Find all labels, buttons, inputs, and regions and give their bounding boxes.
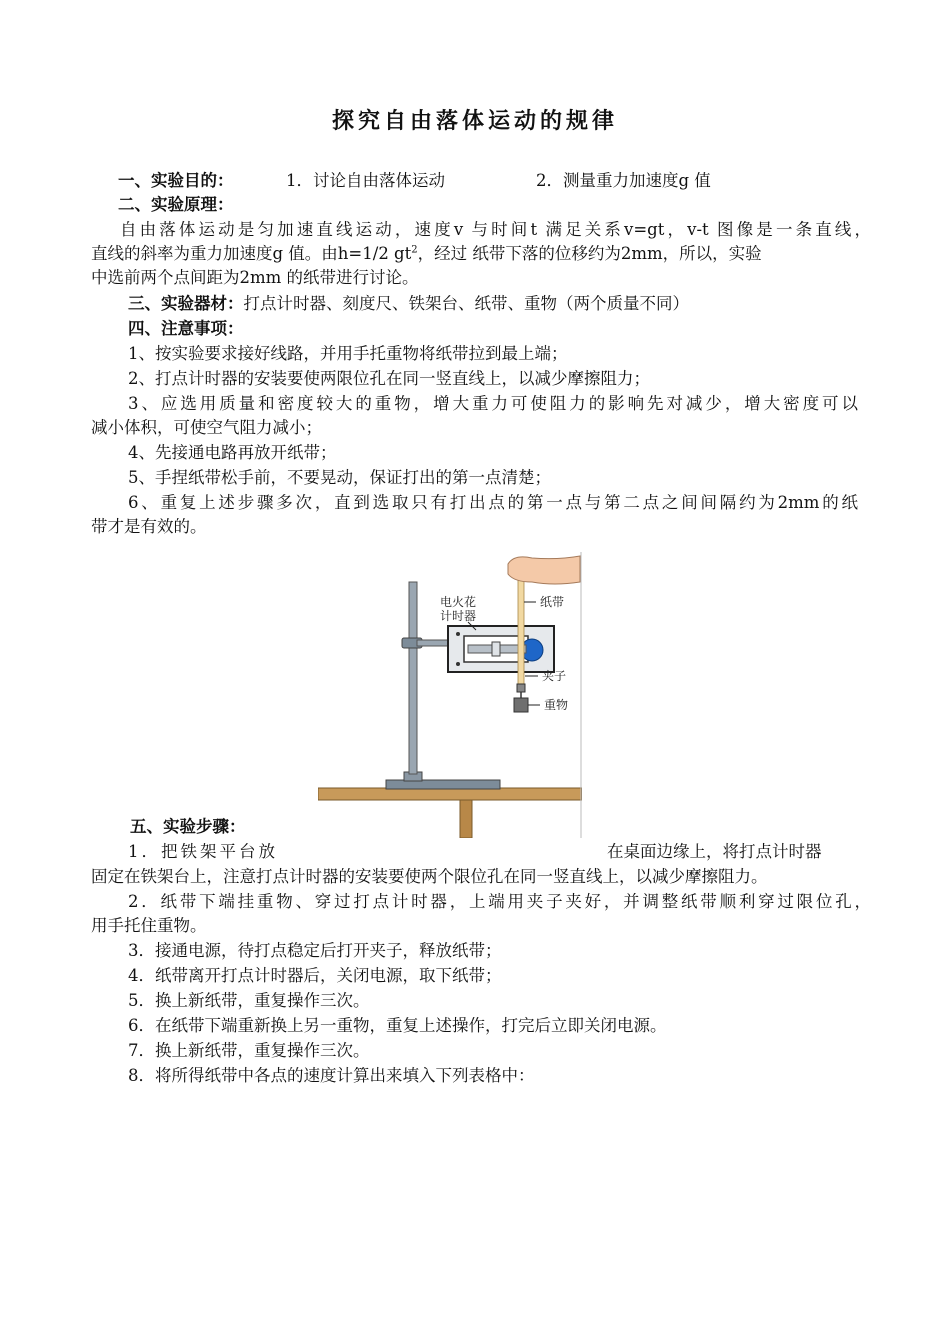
label-weight: 重物: [544, 698, 569, 712]
principle-line-2: 直线的斜率为重力加速度g 值。由h=1/2 $gt^2$，经过 纸带下落的位移约为2mm，所以，实验: [91, 244, 762, 263]
note-4: 4、先接通电路再放开纸带；: [128, 443, 337, 462]
step-7: 7．换上新纸带，重复操作三次。: [128, 1041, 370, 1060]
principle-line-1: 自由落体运动是匀加速直线运动，速度v 与时间t 满足关系v=gt，v-t 图像是一条直线，: [120, 220, 871, 239]
label-timer-2: 计时器: [440, 609, 477, 623]
steps-heading: 五、实验步骤：: [130, 817, 246, 836]
step-3: 3．接通电源，待打点稳定后打开夹子，释放纸带；: [128, 941, 502, 960]
objective-2: 2．测量重力加速度g 值: [536, 171, 711, 190]
note-5: 5、手捏纸带松手前，不要晃动，保证打出的第一点清楚；: [128, 468, 551, 487]
principle-line-3: 中选前两个点间距为2mm 的纸带进行讨论。: [91, 268, 419, 287]
label-clip: 夹子: [542, 669, 567, 683]
notes-heading: 四、注意事项：: [128, 319, 244, 338]
label-timer-1: 电火花: [440, 595, 477, 609]
step-4: 4．纸带离开打点计时器后，关闭电源，取下纸带；: [128, 966, 502, 985]
note-3-line-1: 3、应选用质量和密度较大的重物，增大重力可使阻力的影响先对减少，增大密度可以: [128, 394, 858, 413]
objective-1: 1．讨论自由落体运动: [286, 171, 445, 190]
clip: [517, 684, 525, 692]
step-2-line-1: 2．纸带下端挂重物、穿过打点计时器，上端用夹子夹好，并调整纸带顺利穿过限位孔，: [128, 892, 871, 911]
note-3-line-2: 减小体积，可使空气阻力减小；: [91, 418, 322, 437]
step-1-left: 1．把铁架平台放: [128, 842, 278, 861]
principle-heading: 二、实验原理：: [118, 195, 234, 214]
stand-base: [386, 780, 500, 789]
objectives-heading: 一、实验目的：: [118, 171, 234, 190]
step-6: 6．在纸带下端重新换上另一重物，重复上述操作，打完后立即关闭电源。: [128, 1016, 667, 1035]
label-tape: 纸带: [540, 595, 565, 609]
note-1: 1、按实验要求接好线路，并用手托重物将纸带拉到最上端；: [128, 344, 568, 363]
step-2-line-2: 用手托住重物。: [91, 916, 207, 935]
stand-rod: [409, 582, 417, 774]
step-1-line-2: 固定在铁架台上，注意打点计时器的安装要使两个限位孔在同一竖直线上，以减少摩擦阻力。: [91, 867, 768, 886]
clamp-arm: [417, 640, 451, 646]
note-2: 2、打点计时器的安装要使两限位孔在同一竖直线上，以减少摩擦阻力；: [128, 369, 650, 388]
step-8: 8．将所得纸带中各点的速度计算出来填入下列表格中：: [128, 1066, 535, 1085]
hand-icon: [508, 556, 580, 584]
weight: [514, 698, 528, 712]
note-6-line-1: 6、重复上述步骤多次，直到选取只有打出点的第一点与第二点之间间隔约为2mm的纸: [128, 493, 858, 512]
step-5: 5．换上新纸带，重复操作三次。: [128, 991, 370, 1010]
note-6-line-2: 带才是有效的。: [91, 517, 207, 536]
equipment-heading: 三、实验器材：: [128, 294, 244, 313]
equipment-line: [128, 292, 908, 316]
step-1-right: 在桌面边缘上，将打点计时器: [607, 842, 822, 861]
table-top: [318, 788, 582, 800]
apparatus-illustration: [318, 552, 582, 838]
page-title: 探究自由落体运动的规律: [331, 109, 618, 134]
equipment-text: 打点计时器、刻度尺、铁架台、纸带、重物（两个质量不同）: [243, 294, 689, 313]
